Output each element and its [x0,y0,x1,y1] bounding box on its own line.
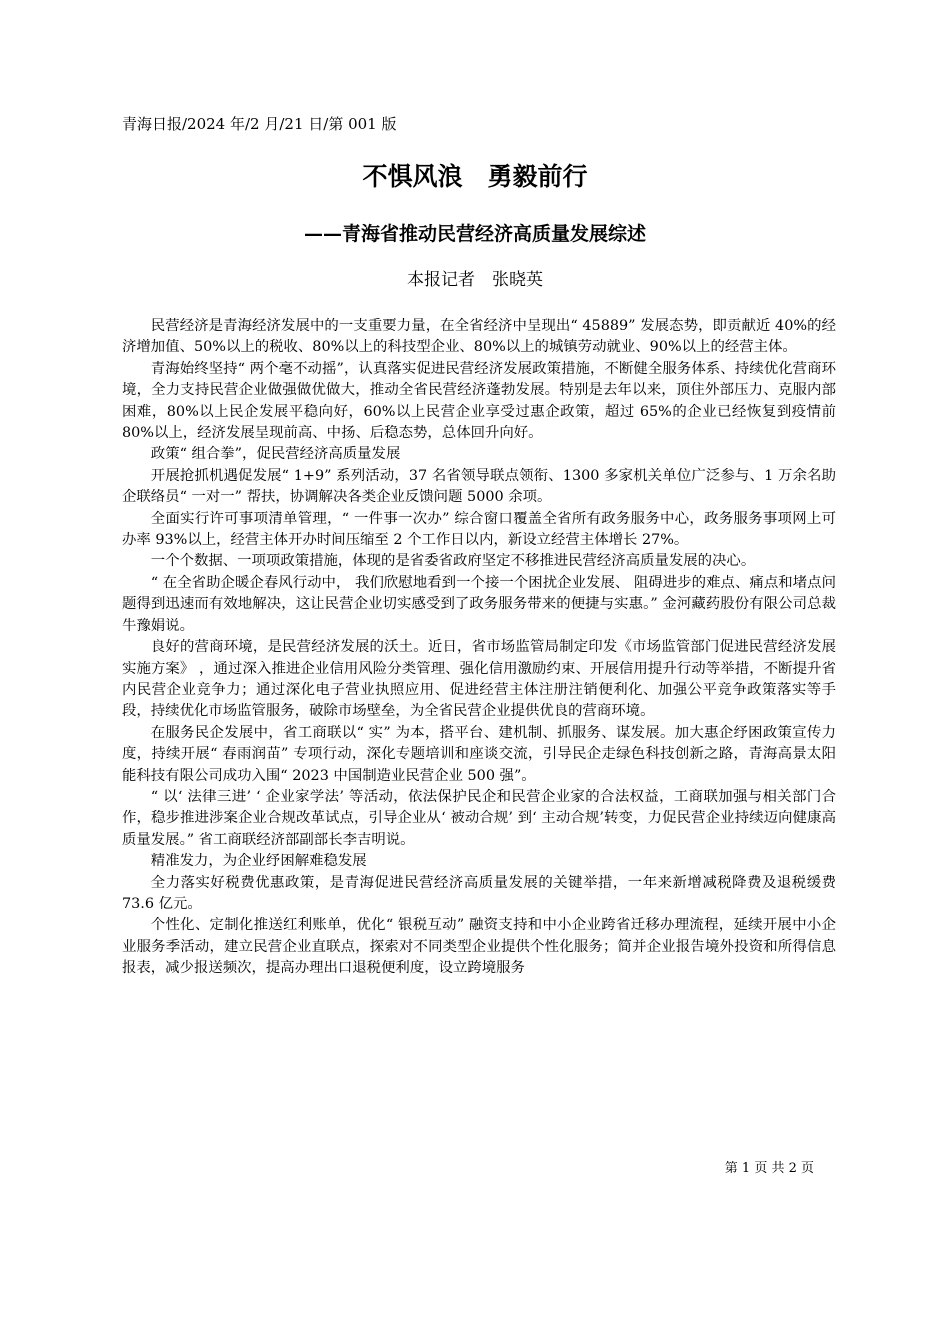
paragraph: 全力落实好税费优惠政策，是青海促进民营经济高质量发展的关键举措，一年来新增减税降费及退税缓费 73.6 亿元。 [122,874,836,912]
paragraph: “ 以‘ 法律三进’ ‘ 企业家学法’ 等活动，依法保护民企和民营企业家的合法权益，工商联加强与相关部门合作，稳步推进涉案企业合规改革试点，引导企业从‘ 被动合规’ 到‘ 主动合规’转变，力促民营企业持续迈向健康高质量发展。” 省工商联经济部副部长李吉明说。 [122,788,836,848]
paragraph: 开展抢抓机遇促发展“ 1+9” 系列活动，37 名省领导联点领衔、1300 多家机关单位广泛参与、1 万余名助企联络员“ 一对一” 帮扶，协调解决各类企业反馈问题 5000 余项。 [122,467,836,506]
paragraph: 民营经济是青海经济发展中的一支重要力量，在全省经济中呈现出“ 45889” 发展态势，即贡献近 40%的经济增加值、50%以上的税收、80%以上的科技型企业、80%以上的城镇劳动就业、90%以上的经营主体。 [122,318,836,356]
paragraph: 个性化、定制化推送红利账单，优化“ 银税互动” 融资支持和中小企业跨省迁移办理流程，延续开展中小企业服务季活动，建立民营企业直联点，探索对不同类型企业提供个性化服务；简并企业报告境外投资和所得信息报表，减少报送频次，提高办理出口退税便利度，设立跨境服务 [122,917,836,977]
section-heading: 精准发力，为企业纾困解难稳发展 [150,853,367,870]
source-line: 青海日报/2024 年/2 月/21 日/第 001 版 [122,115,397,133]
article-byline: 本报记者 张晓英 [407,270,543,290]
page-number: 第 1 页 共 2 页 [724,1161,814,1176]
paragraph: 青海始终坚持“ 两个毫不动摇”，认真落实促进民营经济发展政策措施，不断健全服务体系、持续优化营商环境，全力支持民营企业做强做优做大，推动全省民营经济蓬勃发展。特别是去年以来，顶住外部压力、克服内部困难，80%以上民企发展平稳向好，60%以上民营企业享受过惠企政策，超过 65%的企业已经恢复到疫情前 80%以上，经济发展呈现前高、中扬、后稳态势，总体回升向好。 [122,360,836,442]
article-subtitle: ——青海省推动民营经济高质量发展综述 [303,223,646,245]
paragraph: “ 在全省助企暖企春风行动中， 我们欣慰地看到一个接一个困扰企业发展、 阻碍进步的难点、痛点和堵点问题得到迅速而有效地解决，这让民营企业切实感受到了政务服务带来的便捷与实惠。” 金河藏药股份有限公司总裁牛豫娟说。 [122,574,836,634]
paragraph: 良好的营商环境，是民营经济发展的沃土。近日，省市场监管局制定印发《市场监管部门促进民营经济发展实施方案》 ，通过深入推进企业信用风险分类管理、强化信用激励约束、开展信用提升行动等举措，不断提升省内民营企业竞争力；通过深化电子营业执照应用、促进经营主体注册注销便利化、加强公平竞争政策落实等手段，持续优化市场监管服务，破除市场壁垒，为全省民营企业提供优良的营商环境。 [122,639,836,720]
article-title: 不惧风浪 勇毅前行 [362,162,588,191]
paragraph: 全面实行许可事项清单管理，“ 一件事一次办” 综合窗口覆盖全省所有政务服务中心，政务服务事项网上可办率 93%以上，经营主体开办时间压缩至 2 个工作日以内，新设立经营主体增长 27%。 [122,510,836,549]
article-body [122,316,836,980]
paragraph: 在服务民企发展中，省工商联以“ 实” 为本，搭平台、建机制、抓服务、谋发展。加大惠企纾困政策宣传力度，持续开展“ 春雨润苗” 专项行动，深化专题培训和座谈交流，引导民企走绿色科技创新之路，青海高景太阳能科技有限公司成功入围“ 2023 中国制造业民营企业 500 强”。 [122,724,836,784]
paragraph: 一个个数据、一项项政策措施，体现的是省委省政府坚定不移推进民营经济高质量发展的决心。 [150,553,756,570]
section-heading: 政策“ 组合拳”，促民营经济高质量发展 [150,446,401,463]
